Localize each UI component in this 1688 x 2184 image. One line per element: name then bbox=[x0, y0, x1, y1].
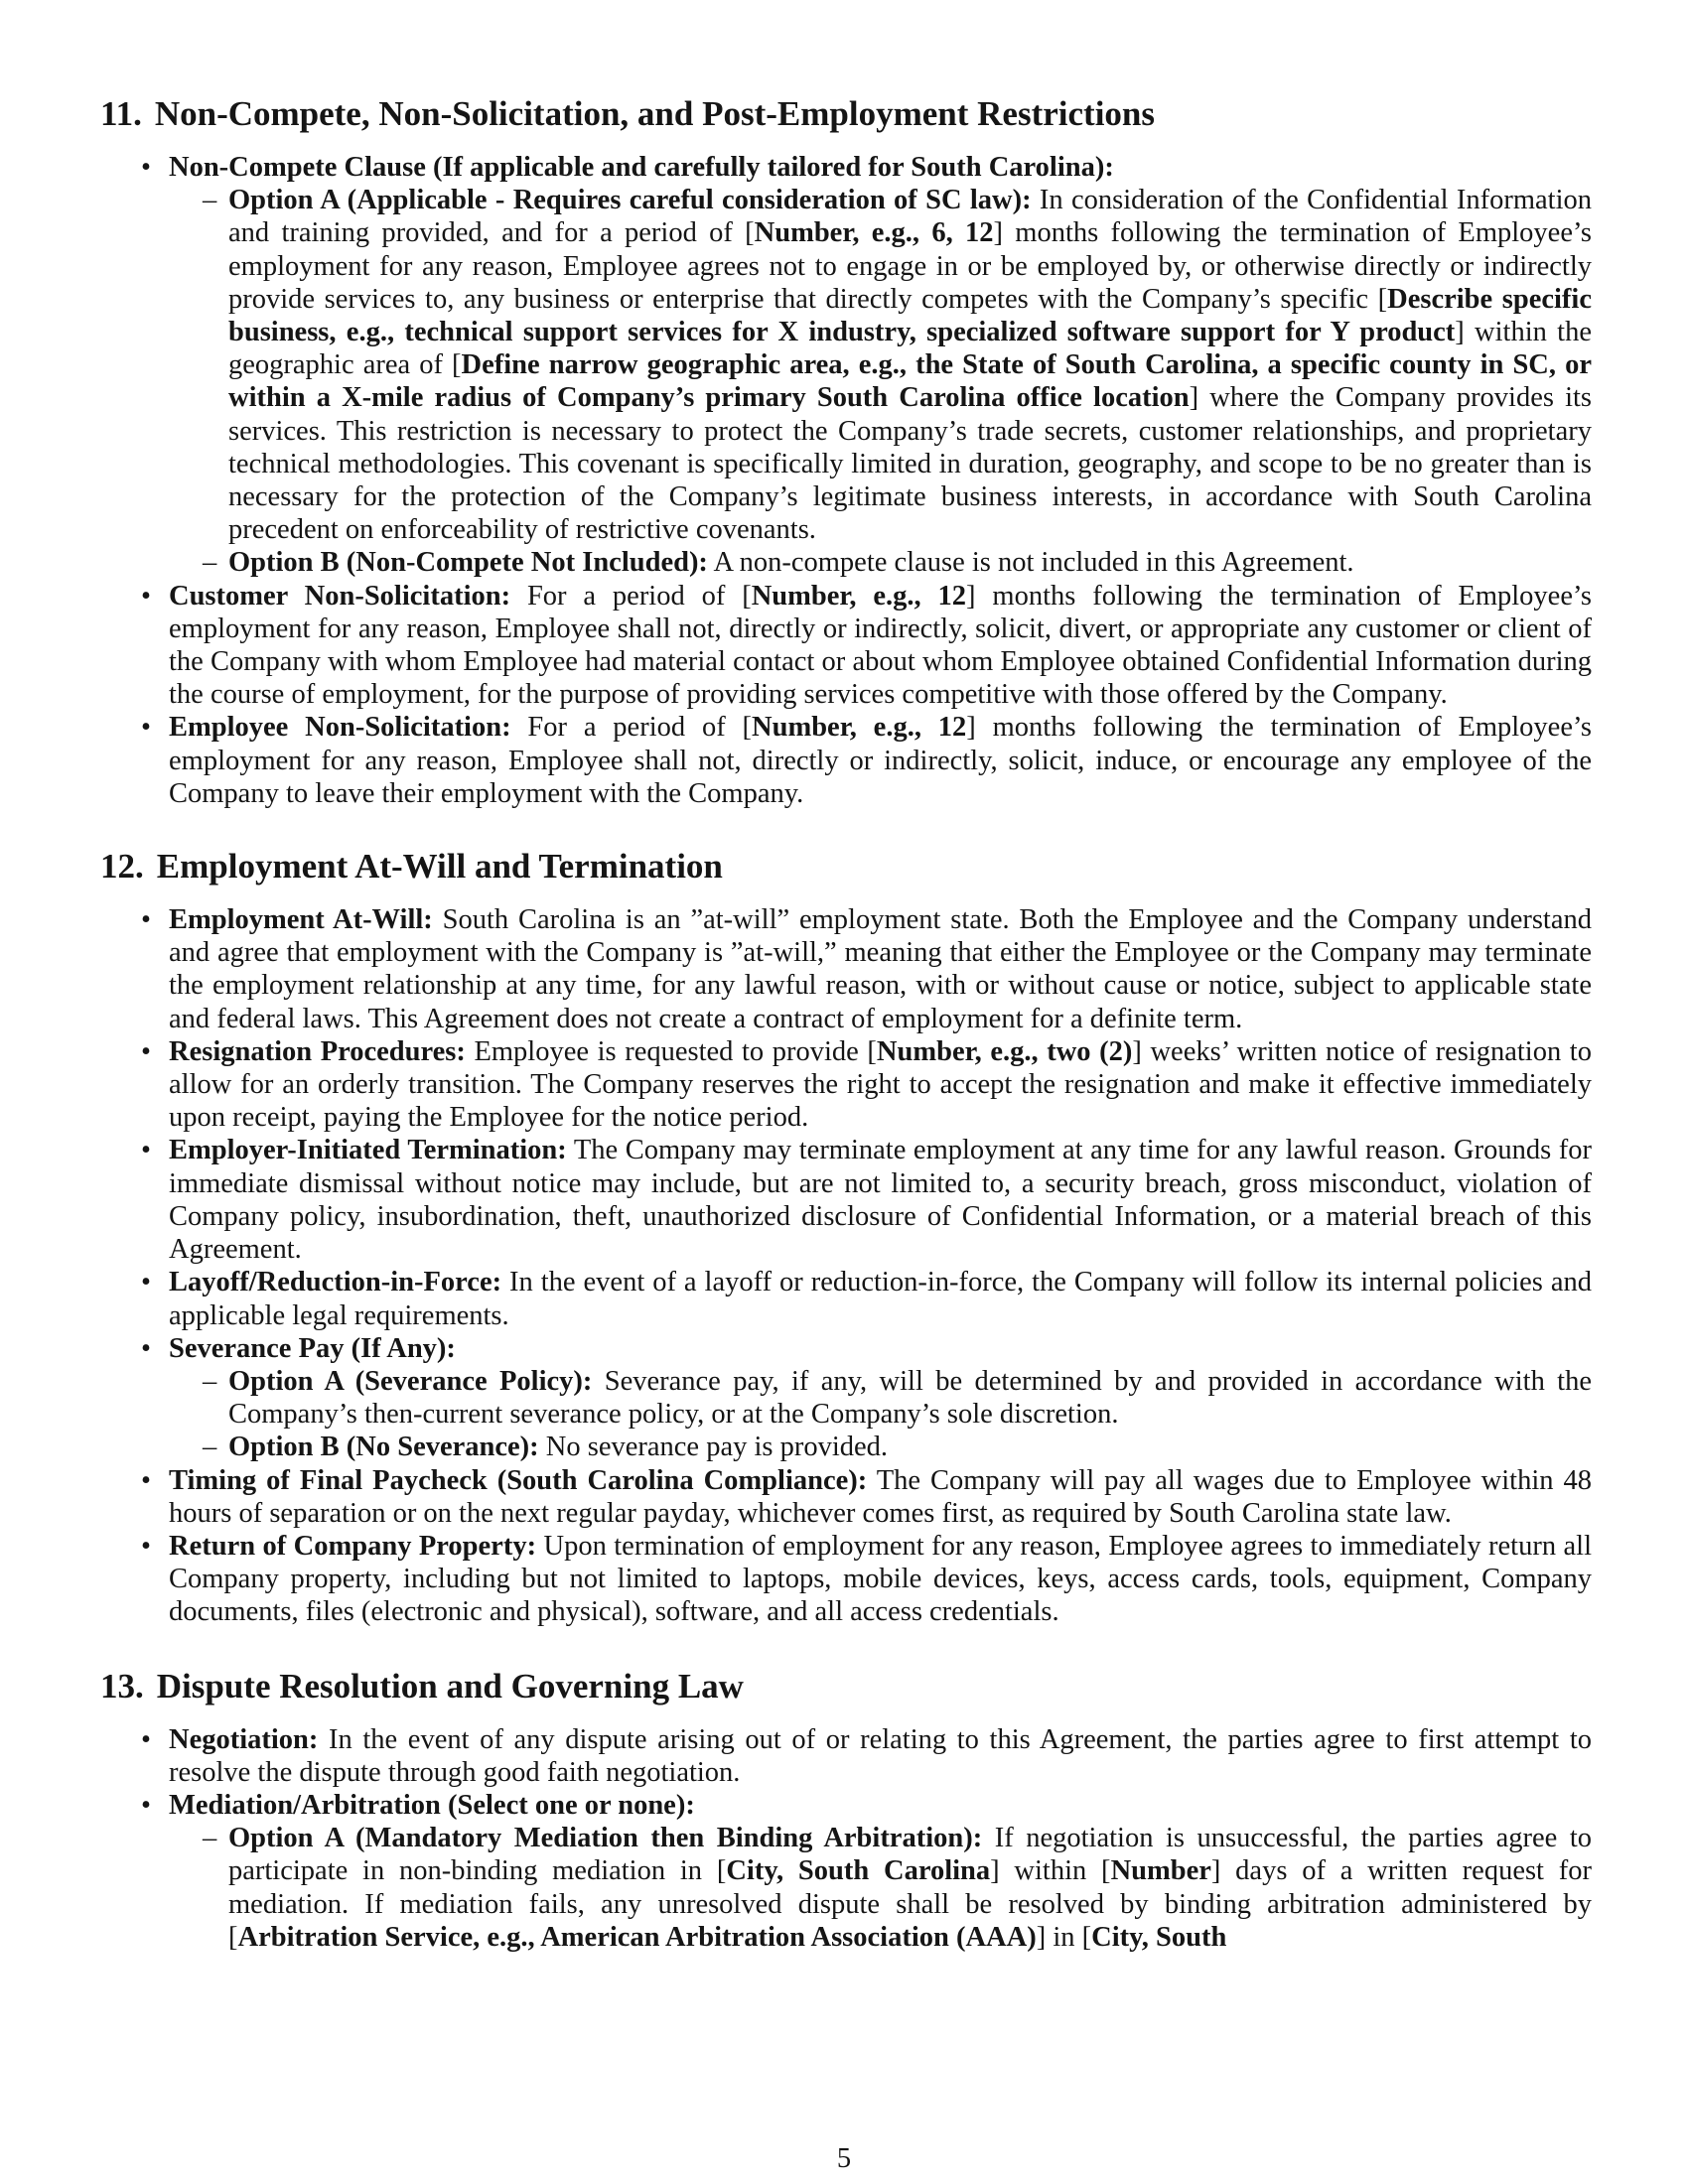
clause-resignation-procedures bbox=[169, 1035, 1592, 1135]
section-title: Non-Compete, Non-Solicitation, and Post-Employment Restrictions bbox=[154, 94, 1156, 133]
clause-label: Customer Non-Solicitation: bbox=[169, 580, 511, 612]
clause-layoff bbox=[169, 1266, 1592, 1331]
option-list bbox=[169, 1822, 1592, 1954]
clause-label: Mediation/Arbitration (Select one or none): bbox=[169, 1789, 695, 1821]
option-b-no-non-compete bbox=[228, 546, 1592, 579]
clause-text: The Company may terminate employment at any time for any lawful reason. Grounds for immediate dismissal without notice may include, but are not limited to, a security breach, gross misconduct, violation of Company policy, insubordination, theft, unauthorized disclosure of Confidential Information, or a material breach of this Agreement. bbox=[169, 1135, 1592, 1266]
clause-label: Non-Compete Clause (If applicable and carefully tailored for South Carolina): bbox=[169, 152, 1114, 183]
clause-label: Employment At-Will: bbox=[169, 904, 433, 936]
clause-text: A non-compete clause is not included in this Agreement. bbox=[707, 547, 1354, 579]
clause-text: ] within [ bbox=[990, 1855, 1111, 1887]
clause-list bbox=[100, 903, 1592, 1628]
clause-return-company-property bbox=[169, 1530, 1592, 1629]
clause-text: Severance pay, if any, will be determined by and provided in accordance with the Company’s then-current severance policy, or at the Company’s sole discretion. bbox=[228, 1365, 1592, 1431]
clause-text: For a period of [ bbox=[510, 712, 753, 744]
placeholder-field: Number, e.g., 12 bbox=[752, 712, 967, 744]
clause-severance-pay bbox=[169, 1332, 1592, 1464]
clause-text: ] in [ bbox=[1036, 1921, 1092, 1953]
clause-text: Employee is requested to provide [ bbox=[465, 1035, 877, 1067]
clause-label: Layoff/Reduction-in-Force: bbox=[169, 1267, 502, 1298]
clause-text: Upon termination of employment for any reason, Employee agrees to immediately return all Company property, including but not limited to laptops, mobile devices, keys, access cards, tools, equipment, Company documents, files (electronic and physical), software, and all access credentials. bbox=[169, 1530, 1592, 1628]
clause-label: Severance Pay (If Any): bbox=[169, 1332, 456, 1364]
section-number: 12. bbox=[100, 847, 144, 887]
placeholder-field: Number bbox=[1110, 1855, 1211, 1887]
clause-text: For a period of [ bbox=[510, 580, 752, 612]
option-a-non-compete bbox=[228, 184, 1592, 546]
section-12 bbox=[100, 847, 1592, 1628]
section-heading bbox=[100, 94, 1592, 134]
placeholder-field: Number, e.g., 6, 12 bbox=[754, 217, 994, 249]
clause-employee-non-solicitation bbox=[169, 711, 1592, 810]
clause-text: ] where the Company provides its services. This restriction is necessary to protect the Company’s trade secrets, customer relationships, and proprietary technical methodologies. This covenant is specifically limited in duration, geography, and scope to be no greater than is necessary for the protection of the Company’s legitimate business interests, in accordance with South Carolina precedent on enforceability of restrictive covenants. bbox=[228, 382, 1592, 546]
clause-label: Option B (No Severance): bbox=[228, 1432, 539, 1463]
clause-label: Option A (Severance Policy): bbox=[228, 1365, 593, 1397]
placeholder-field: Arbitration Service, e.g., American Arbitration Association (AAA) bbox=[237, 1921, 1037, 1953]
section-title: Employment At-Will and Termination bbox=[156, 847, 723, 887]
placeholder-field: Number, e.g., two (2) bbox=[876, 1035, 1133, 1067]
option-b-no-severance bbox=[228, 1431, 1592, 1463]
option-a-mediation-arbitration bbox=[228, 1822, 1592, 1954]
section-number: 11. bbox=[100, 94, 142, 133]
clause-label: Employee Non-Solicitation: bbox=[169, 712, 511, 744]
clause-employer-initiated-termination bbox=[169, 1134, 1592, 1266]
section-number: 13. bbox=[100, 1666, 144, 1706]
clause-text: The Company will pay all wages due to Employee within 48 hours of separation or on the next regular payday, whichever comes first, as required by South Carolina state law. bbox=[169, 1464, 1592, 1529]
option-a-severance-policy bbox=[228, 1365, 1592, 1431]
clause-label: Timing of Final Paycheck (South Carolina Compliance): bbox=[169, 1464, 868, 1496]
clause-mediation-arbitration bbox=[169, 1789, 1592, 1954]
clause-text: ] days of a written request for mediation. If mediation fails, any unresolved dispute shall be resolved by binding arbitration administered by [ bbox=[228, 1855, 1592, 1953]
clause-final-paycheck bbox=[169, 1464, 1592, 1530]
clause-label: Return of Company Property: bbox=[169, 1530, 537, 1562]
clause-negotiation bbox=[169, 1723, 1592, 1789]
option-list bbox=[169, 184, 1592, 579]
clause-text: If negotiation is unsuccessful, the parties agree to participate in non-binding mediation in [ bbox=[228, 1823, 1592, 1887]
clause-list bbox=[100, 151, 1592, 810]
clause-text: ] months following the termination of Employee’s employment for any reason, Employee shall not, directly or indirectly, solicit, induce, or encourage any employee of the Company to leave their employment with the Company. bbox=[169, 712, 1592, 809]
clause-label: Option B (Non-Compete Not Included): bbox=[228, 547, 708, 579]
clause-non-compete bbox=[169, 151, 1592, 580]
clause-list bbox=[100, 1723, 1592, 1954]
clause-label: Resignation Procedures: bbox=[169, 1035, 466, 1067]
section-heading bbox=[100, 847, 1592, 887]
clause-customer-non-solicitation bbox=[169, 580, 1592, 712]
clause-text: ] weeks’ written notice of resignation to allow for an orderly transition. The Company reserves the right to accept the resignation and make it effective immediately upon receipt, paying the Employee for the notice period. bbox=[169, 1035, 1592, 1134]
section-11 bbox=[100, 94, 1592, 810]
clause-text: South Carolina is an ”at-will” employment state. Both the Employee and the Company understand and agree that employment with the Company is ”at-will,” meaning that either the Employee or the Company may terminate the employment relationship at any time, for any lawful reason, with or without cause or notice, subject to applicable state and federal laws. This Agreement does not create a contract of employment for a definite term. bbox=[169, 904, 1592, 1034]
option-list bbox=[169, 1365, 1592, 1464]
placeholder-field: Number, e.g., 12 bbox=[751, 580, 967, 612]
clause-text: In consideration of the Confidential Information and training provided, and for a period of [ bbox=[228, 185, 1593, 249]
clause-text: ] months following the termination of Employee’s employment for any reason, Employee agrees not to engage in or be employed by, or otherwise directly or indirectly provide services to, any business or enterprise that directly competes with the Company’s specific [ bbox=[228, 217, 1592, 315]
clause-label: Employer-Initiated Termination: bbox=[169, 1135, 567, 1166]
clause-text: ] months following the termination of Employee’s employment for any reason, Employee shall not, directly or indirectly, solicit, divert, or appropriate any customer or client of the Company with whom Employee had material contact or about whom Employee obtained Confidential Information during the course of employment, for the purpose of providing services competitive with those offered by the Company. bbox=[169, 580, 1592, 711]
section-13 bbox=[100, 1667, 1592, 1954]
clause-employment-at-will bbox=[169, 903, 1592, 1035]
clause-label: Option A (Applicable - Requires careful consideration of SC law): bbox=[228, 185, 1032, 216]
placeholder-field: City, South Carolina bbox=[726, 1855, 991, 1887]
clause-text: In the event of any dispute arising out of or relating to this Agreement, the parties agree to first attempt to resolve the dispute through good faith negotiation. bbox=[169, 1723, 1592, 1788]
placeholder-field: Describe specific business, e.g., technical support services for X industry, specialized software support for Y product bbox=[228, 283, 1592, 348]
clause-text: In the event of a layoff or reduction-in-force, the Company will follow its internal policies and applicable legal requirements. bbox=[169, 1267, 1592, 1331]
clause-text: ] within the geographic area of [ bbox=[228, 317, 1592, 381]
section-title: Dispute Resolution and Governing Law bbox=[156, 1666, 744, 1706]
clause-label: Option A (Mandatory Mediation then Binding Arbitration): bbox=[228, 1823, 983, 1854]
clause-text: No severance pay is provided. bbox=[538, 1432, 889, 1463]
placeholder-field: Define narrow geographic area, e.g., the State of South Carolina, a specific county in SC, or within a X-mile radius of Company’s primary South Carolina office location bbox=[228, 349, 1592, 414]
section-heading bbox=[100, 1667, 1592, 1706]
placeholder-field: City, South bbox=[1091, 1921, 1227, 1953]
page-number: 5 bbox=[836, 2143, 852, 2174]
clause-label: Negotiation: bbox=[169, 1723, 319, 1755]
